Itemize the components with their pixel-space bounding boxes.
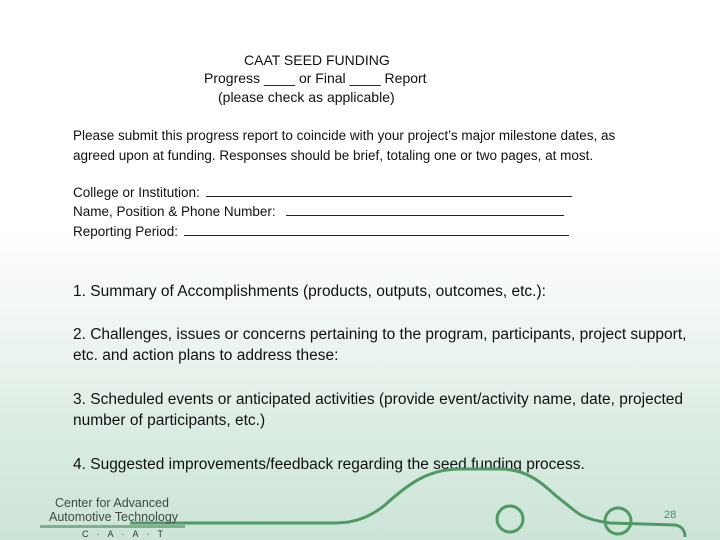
- institution-field: [73, 184, 572, 200]
- caat-logo: [40, 496, 190, 540]
- reporting-period-label: Reporting Period:: [73, 224, 179, 239]
- car-outline-graphic: [130, 447, 690, 540]
- page-number: 28: [664, 509, 677, 521]
- institution-label: College or Institution:: [73, 185, 200, 200]
- logo-line-2: Automotive Technology: [49, 510, 179, 524]
- question-2: 2. Challenges, issues or concerns pertaining to the program, participants, project support, etc. and action plans to address these:: [73, 326, 687, 364]
- name-phone-field: [73, 203, 564, 219]
- reporting-period-blank-line: [184, 223, 569, 236]
- institution-blank-line: [206, 184, 572, 197]
- name-phone-blank-line: [286, 203, 564, 216]
- name-phone-label: Name, Position & Phone Number:: [73, 204, 276, 219]
- report-type-note: (please check as applicable): [218, 89, 395, 105]
- reporting-period-field: [73, 223, 569, 239]
- question-4: 4. Suggested improvements/feedback regarding the seed funding process.: [73, 456, 585, 473]
- question-1: 1. Summary of Accomplishments (products, outputs, outcomes, etc.):: [73, 283, 546, 300]
- logo-line-1: Center for Advanced: [55, 496, 169, 510]
- logo-line-3: C·A·A·T: [82, 529, 171, 539]
- report-title: CAAT SEED FUNDING: [244, 52, 390, 68]
- question-3: 3. Scheduled events or anticipated activities (provide event/activity name, date, projected number of participants, etc.): [73, 391, 684, 429]
- instructions: [73, 126, 693, 166]
- report-type-line: Progress ____ or Final ____ Report: [204, 70, 427, 86]
- instructions-line-2: agreed upon at funding. Responses should be brief, totaling one or two pages, at most.: [73, 148, 594, 163]
- instructions-line-1: Please submit this progress report to coincide with your project’s major milestone dates, as: [73, 128, 616, 143]
